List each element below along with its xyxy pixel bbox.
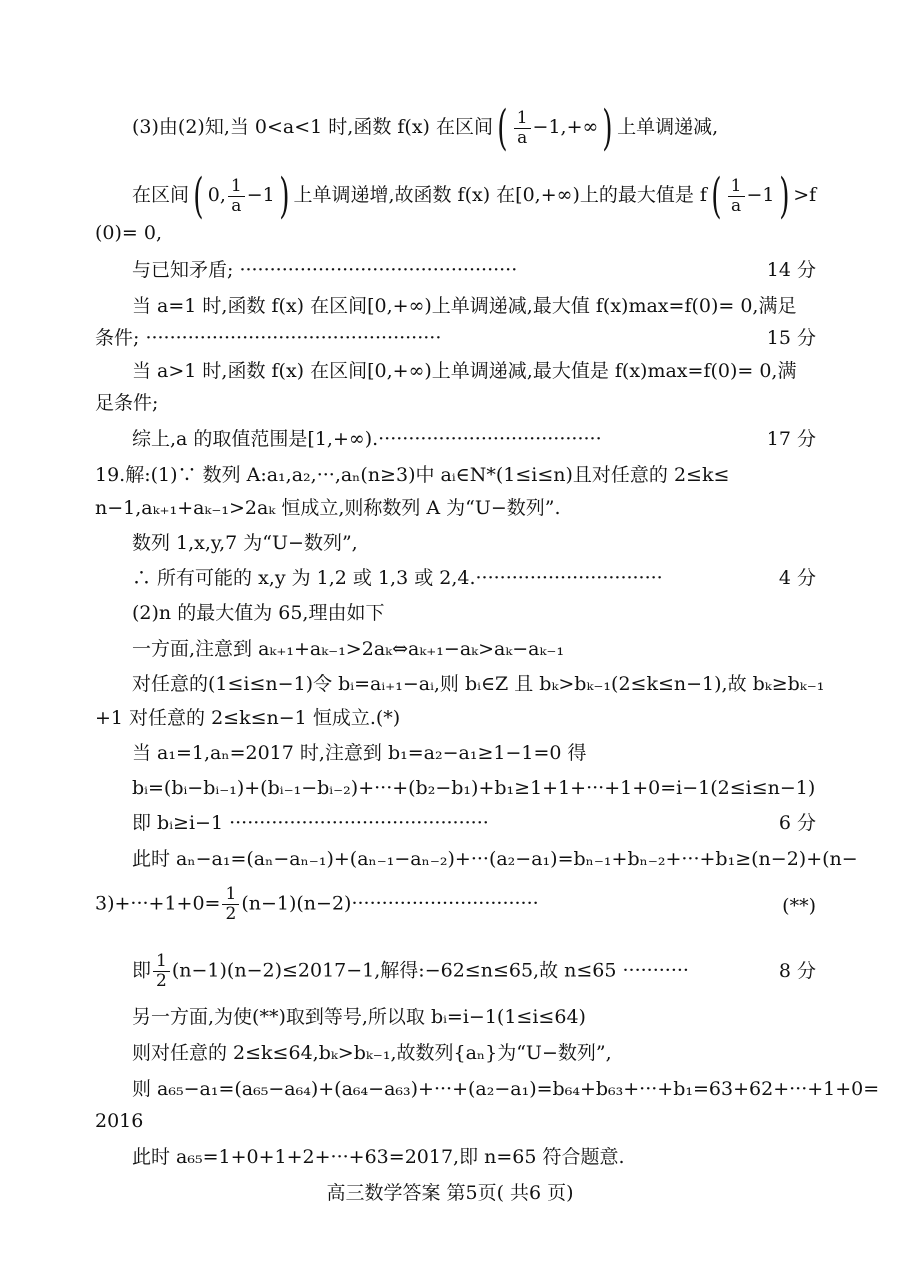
text-line: ∴ 所有可能的 x,y 为 1,2 或 1,3 或 2,4.······························· <box>132 567 663 589</box>
text-line: 当 a₁=1,aₙ=2017 时,注意到 b₁=a₂−a₁≥1−1=0 得 <box>132 742 587 764</box>
text-segment: −1 <box>746 184 775 206</box>
fraction <box>153 952 170 991</box>
text-segment: (n−1)(n−2)······························· <box>241 892 539 915</box>
score-label: 8 分 <box>778 960 816 982</box>
text-line: (0)= 0, <box>95 222 163 244</box>
text-segment: 3)+···+1+0= <box>95 892 221 915</box>
text-segment: 在区间 <box>132 184 190 206</box>
text-line: 一方面,注意到 aₖ₊₁+aₖ₋₁>2aₖ⇔aₖ₊₁−aₖ>aₖ−aₖ₋₁ <box>132 638 565 660</box>
text-line: (2)n 的最大值为 65,理由如下 <box>132 602 385 624</box>
text-line: 足条件; <box>95 392 159 414</box>
score-label: 4 分 <box>778 567 816 589</box>
denominator: a <box>731 195 742 216</box>
text-line: 即 bᵢ≥i−1 ··········································· <box>132 812 489 834</box>
text-line <box>132 100 719 156</box>
text-line <box>132 168 817 224</box>
denominator: 2 <box>156 971 167 991</box>
text-line: bᵢ=(bᵢ−bᵢ₋₁)+(bᵢ₋₁−bᵢ₋₂)+···+(b₂−b₁)+b₁≥1+1+···+1+0=i−1(2≤i≤n−1) <box>132 777 816 799</box>
numerator: 1 <box>153 952 170 972</box>
text-line: 数列 1,x,y,7 为“U−数列”, <box>132 532 358 554</box>
right-paren: ) <box>278 168 290 224</box>
text-segment: (n−1)(n−2)≤2017−1,解得:−62≤n≤65,故 n≤65 ··········· <box>171 959 689 982</box>
denominator: 2 <box>225 904 237 924</box>
text-line: 则对任意的 2≤k≤64,bₖ>bₖ₋₁,故数列{aₙ}为“U−数列”, <box>132 1042 612 1064</box>
text-line: 则 a₆₅−a₁=(a₆₅−a₆₄)+(a₆₄−a₆₃)+···+(a₂−a₁)=b₆₄+b₆₃+···+b₁=63+62+···+1+0= <box>132 1078 880 1100</box>
text-segment: 上单调递减, <box>617 116 719 138</box>
page-footer: 高三数学答案 第5页( 共6 页) <box>326 1182 574 1204</box>
text-line <box>132 257 517 283</box>
text-line: 另一方面,为使(**)取到等号,所以取 bᵢ=i−1(1≤i≤64) <box>132 1006 586 1028</box>
text-line: 当 a>1 时,函数 f(x) 在区间[0,+∞)上单调递减,最大值是 f(x)max=f(0)= 0,满 <box>132 360 797 382</box>
fraction <box>222 885 239 924</box>
text-line: 此时 a₆₅=1+0+1+2+···+63=2017,即 n=65 符合题意. <box>132 1146 625 1168</box>
score-label: 14 分 <box>766 259 816 281</box>
fraction <box>228 177 245 216</box>
text-line: +1 对任意的 2≤k≤n−1 恒成立.(*) <box>95 707 401 729</box>
denominator: a <box>231 195 242 216</box>
score-label: 17 分 <box>766 428 816 450</box>
left-paren: ( <box>497 100 508 156</box>
text-line: n−1,aₖ₊₁+aₖ₋₁>2aₖ 恒成立,则称数列 A 为“U−数列”. <box>95 497 561 519</box>
fraction <box>728 177 745 216</box>
numerator: 1 <box>728 177 745 197</box>
text-line <box>132 952 689 991</box>
text-segment: 即 <box>132 959 152 982</box>
left-paren: ( <box>711 168 722 224</box>
text-segment: (3)由(2)知,当 0<a<1 时,函数 f(x) 在区间 <box>132 116 493 138</box>
denominator: a <box>517 127 528 148</box>
text-segment: −1 <box>246 184 275 206</box>
score-label: 6 分 <box>778 812 816 834</box>
text-line: 条件; ················································· <box>95 327 442 349</box>
text-segment: 与已知矛盾; ·············································· <box>132 259 518 281</box>
score-label: 15 分 <box>766 327 816 349</box>
text-line <box>95 885 539 924</box>
text-segment: 0, <box>207 184 226 206</box>
text-segment: −1,+∞ <box>532 116 599 138</box>
text-line: 此时 aₙ−a₁=(aₙ−aₙ₋₁)+(aₙ₋₁−aₙ₋₂)+···(a₂−a₁)=bₙ₋₁+bₙ₋₂+···+b₁≥(n−2)+(n− <box>132 848 858 870</box>
left-paren: ( <box>193 168 204 224</box>
numerator: 1 <box>222 885 239 905</box>
numerator: 1 <box>514 109 531 129</box>
text-line: 2016 <box>95 1110 144 1132</box>
text-line: 对任意的(1≤i≤n−1)令 bᵢ=aᵢ₊₁−aᵢ,则 bᵢ∈Z 且 bₖ>bₖ₋₁(2≤k≤n−1),故 bₖ≥bₖ₋₁ <box>132 673 825 695</box>
text-line: 19.解:(1)∵ 数列 A:a₁,a₂,···,aₙ(n≥3)中 aᵢ∈N*(1≤i≤n)且对任意的 2≤k≤ <box>95 464 730 486</box>
right-paren: ) <box>778 168 790 224</box>
text-line: 综上,a 的取值范围是[1,+∞).····································· <box>132 428 602 450</box>
score-label: (**) <box>782 895 816 917</box>
fraction <box>514 109 531 148</box>
text-line: 当 a=1 时,函数 f(x) 在区间[0,+∞)上单调递减,最大值 f(x)max=f(0)= 0,满足 <box>132 295 797 317</box>
right-paren: ) <box>602 100 613 156</box>
text-segment: 上单调递增,故函数 f(x) 在[0,+∞)上的最大值是 f <box>293 184 707 206</box>
text-segment: >f <box>793 184 817 206</box>
numerator: 1 <box>228 177 245 197</box>
